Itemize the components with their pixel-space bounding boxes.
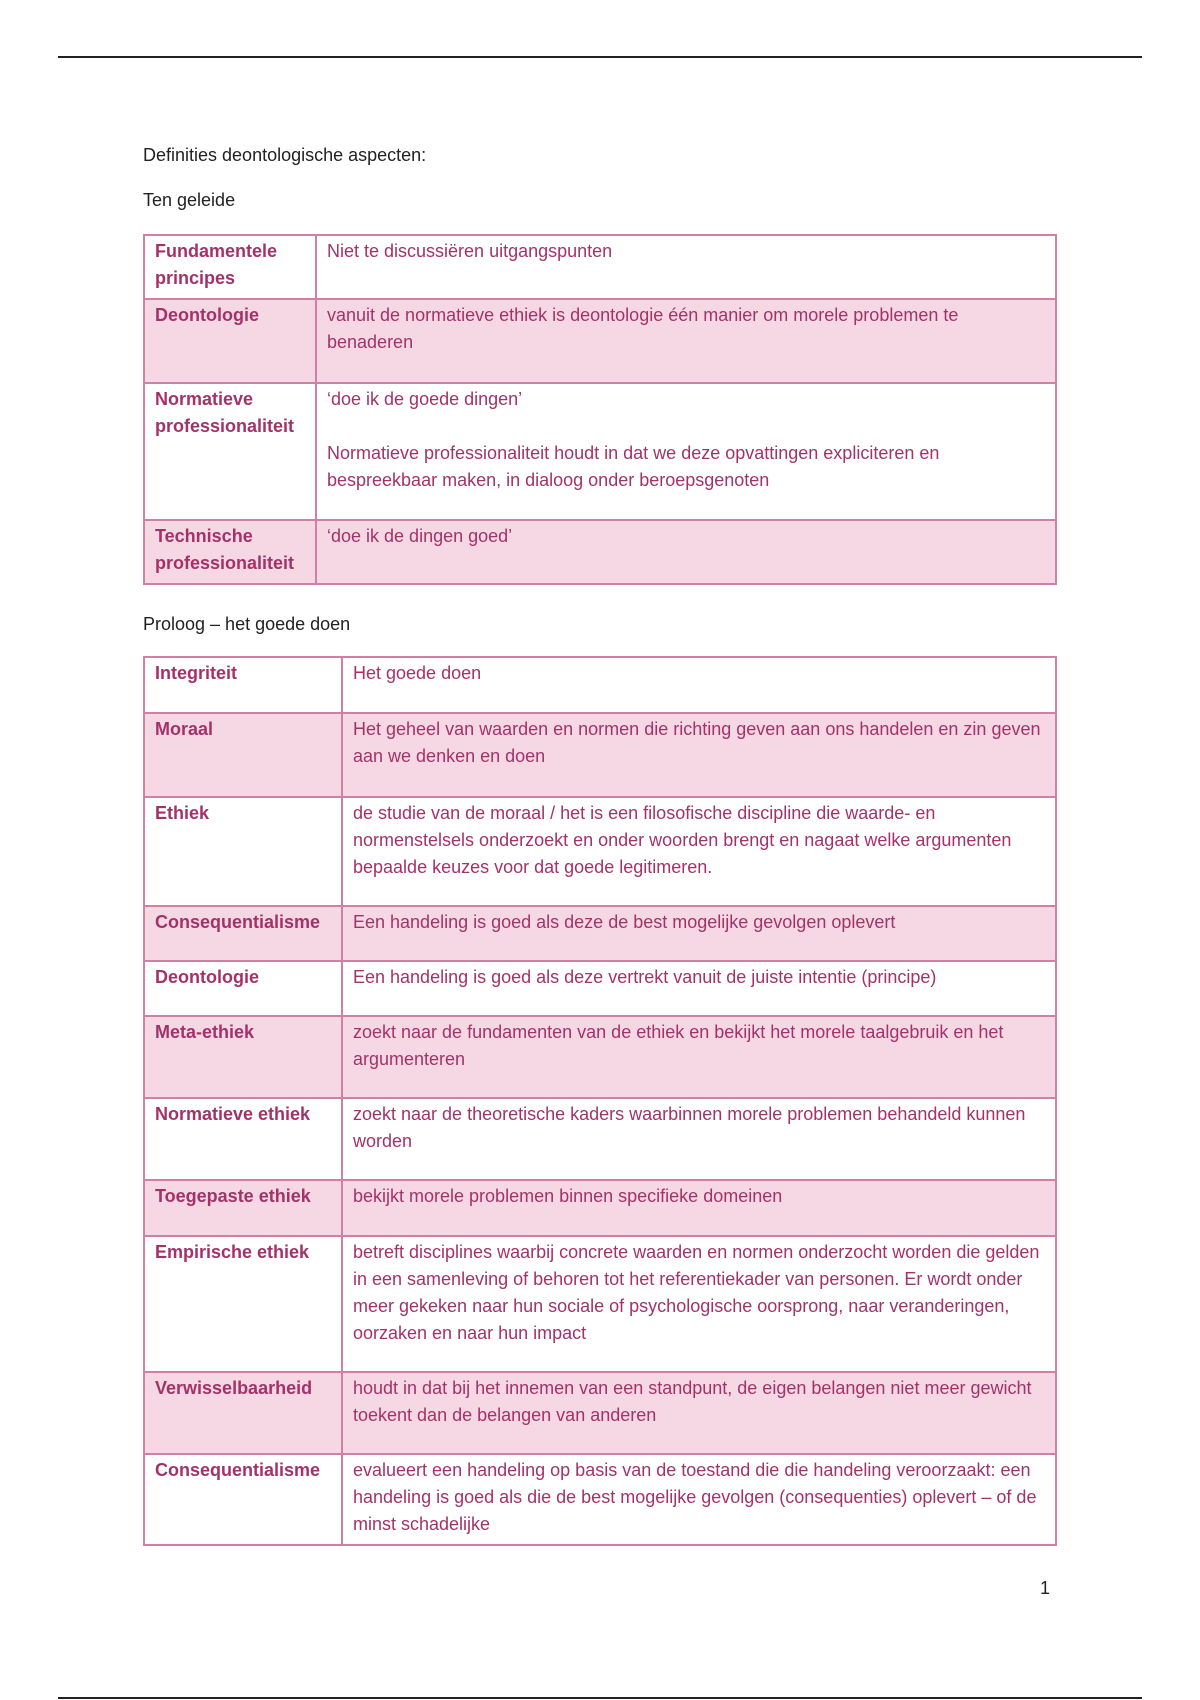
definition-text: zoekt naar de theoretische kaders waarbinnen morele problemen behandeld kunnen worden bbox=[353, 1104, 1026, 1151]
definition-cell bbox=[342, 1016, 1056, 1098]
table-row bbox=[144, 961, 1056, 1016]
table-row bbox=[144, 1098, 1056, 1180]
definition-text: vanuit de normatieve ethiek is deontologie één manier om morele problemen te benaderen bbox=[327, 305, 959, 352]
table-row bbox=[144, 1236, 1056, 1372]
definition-cell bbox=[316, 299, 1056, 383]
term-cell: Normatieve ethiek bbox=[144, 1098, 342, 1180]
definition-cell bbox=[316, 520, 1056, 584]
definition-cell bbox=[342, 1236, 1056, 1372]
definition-cell bbox=[316, 383, 1056, 520]
section-title-proloog: Proloog – het goede doen bbox=[143, 614, 351, 634]
definition-cell bbox=[342, 906, 1056, 961]
table-row bbox=[144, 906, 1056, 961]
table-row bbox=[144, 1016, 1056, 1098]
definition-text: betreft disciplines waarbij concrete waarden en normen onderzocht worden die gelden in een samenleving of behoren tot het referentiekader van personen. Er wordt onder meer gekeken naar hun sociale of psychologische oorsprong, naar veranderingen, oorzaken en naar hun impact bbox=[353, 1242, 1040, 1343]
table-row bbox=[144, 1454, 1056, 1545]
table-row bbox=[144, 657, 1056, 713]
term-cell: Normatieve professionaliteit bbox=[144, 383, 316, 520]
definition-cell bbox=[342, 961, 1056, 1016]
term-cell: Meta-ethiek bbox=[144, 1016, 342, 1098]
definition-text: evalueert een handeling op basis van de toestand die die handeling veroorzaakt: een handeling is goed als die de best mogelijke gevolgen (consequenties) oplevert – of de minst schadelijke bbox=[353, 1460, 1037, 1534]
table-row bbox=[144, 383, 1056, 520]
definitions-table-ten-geleide bbox=[143, 234, 1057, 585]
term-cell: Deontologie bbox=[144, 961, 342, 1016]
term-cell: Deontologie bbox=[144, 299, 316, 383]
header-rule bbox=[58, 56, 1142, 58]
definition-text: ‘doe ik de goede dingen’ bbox=[327, 389, 523, 409]
intro-heading: Definities deontologische aspecten: bbox=[143, 145, 427, 165]
term-cell: Moraal bbox=[144, 713, 342, 797]
definition-text: houdt in dat bij het innemen van een standpunt, de eigen belangen niet meer gewicht toekent dan de belangen van anderen bbox=[353, 1378, 1032, 1425]
table-row bbox=[144, 797, 1056, 906]
footer-rule bbox=[58, 1697, 1142, 1699]
definition-text: Het geheel van waarden en normen die richting geven aan ons handelen en zin geven aan we denken en doen bbox=[353, 719, 1041, 766]
table-row bbox=[144, 1372, 1056, 1454]
table-row bbox=[144, 713, 1056, 797]
definition-text: Een handeling is goed als deze de best mogelijke gevolgen oplevert bbox=[353, 912, 896, 932]
term-cell: Consequentialisme bbox=[144, 906, 342, 961]
definition-text: bekijkt morele problemen binnen specifieke domeinen bbox=[353, 1186, 783, 1206]
term-cell: Toegepaste ethiek bbox=[144, 1180, 342, 1236]
definition-text: Een handeling is goed als deze vertrekt vanuit de juiste intentie (principe) bbox=[353, 967, 937, 987]
definition-text: zoekt naar de fundamenten van de ethiek en bekijkt het morele taalgebruik en het argumenteren bbox=[353, 1022, 1004, 1069]
term-cell: Empirische ethiek bbox=[144, 1236, 342, 1372]
term-cell: Consequentialisme bbox=[144, 1454, 342, 1545]
section-title-ten-geleide: Ten geleide bbox=[143, 190, 236, 210]
definition-cell bbox=[342, 713, 1056, 797]
table-row bbox=[144, 235, 1056, 299]
term-cell: Integriteit bbox=[144, 657, 342, 713]
definition-cell bbox=[342, 1098, 1056, 1180]
definition-cell bbox=[316, 235, 1056, 299]
definition-cell bbox=[342, 657, 1056, 713]
definition-cell bbox=[342, 797, 1056, 906]
term-cell: Fundamentele principes bbox=[144, 235, 316, 299]
definition-cell bbox=[342, 1454, 1056, 1545]
definition-text: de studie van de moraal / het is een filosofische discipline die waarde- en normenstelsels onderzoekt en onder woorden brengt en nagaat welke argumenten bepaalde keuzes voor dat goede legitimeren. bbox=[353, 803, 1012, 877]
term-cell: Technische professionaliteit bbox=[144, 520, 316, 584]
definition-text: Niet te discussiëren uitgangspunten bbox=[327, 241, 613, 261]
definition-cell bbox=[342, 1372, 1056, 1454]
table-row bbox=[144, 299, 1056, 383]
definitions-table-proloog bbox=[143, 656, 1057, 1546]
definition-cell bbox=[342, 1180, 1056, 1236]
definition-text: Het goede doen bbox=[353, 663, 482, 683]
table-row bbox=[144, 1180, 1056, 1236]
definition-text: ‘doe ik de dingen goed’ bbox=[327, 526, 513, 546]
page-number: 1 bbox=[1040, 1578, 1051, 1598]
table-row bbox=[144, 520, 1056, 584]
term-cell: Verwisselbaarheid bbox=[144, 1372, 342, 1454]
definition-text: Normatieve professionaliteit houdt in dat we deze opvattingen expliciteren en bespreekbaar maken, in dialoog onder beroepsgenoten bbox=[327, 443, 940, 490]
term-cell: Ethiek bbox=[144, 797, 342, 906]
